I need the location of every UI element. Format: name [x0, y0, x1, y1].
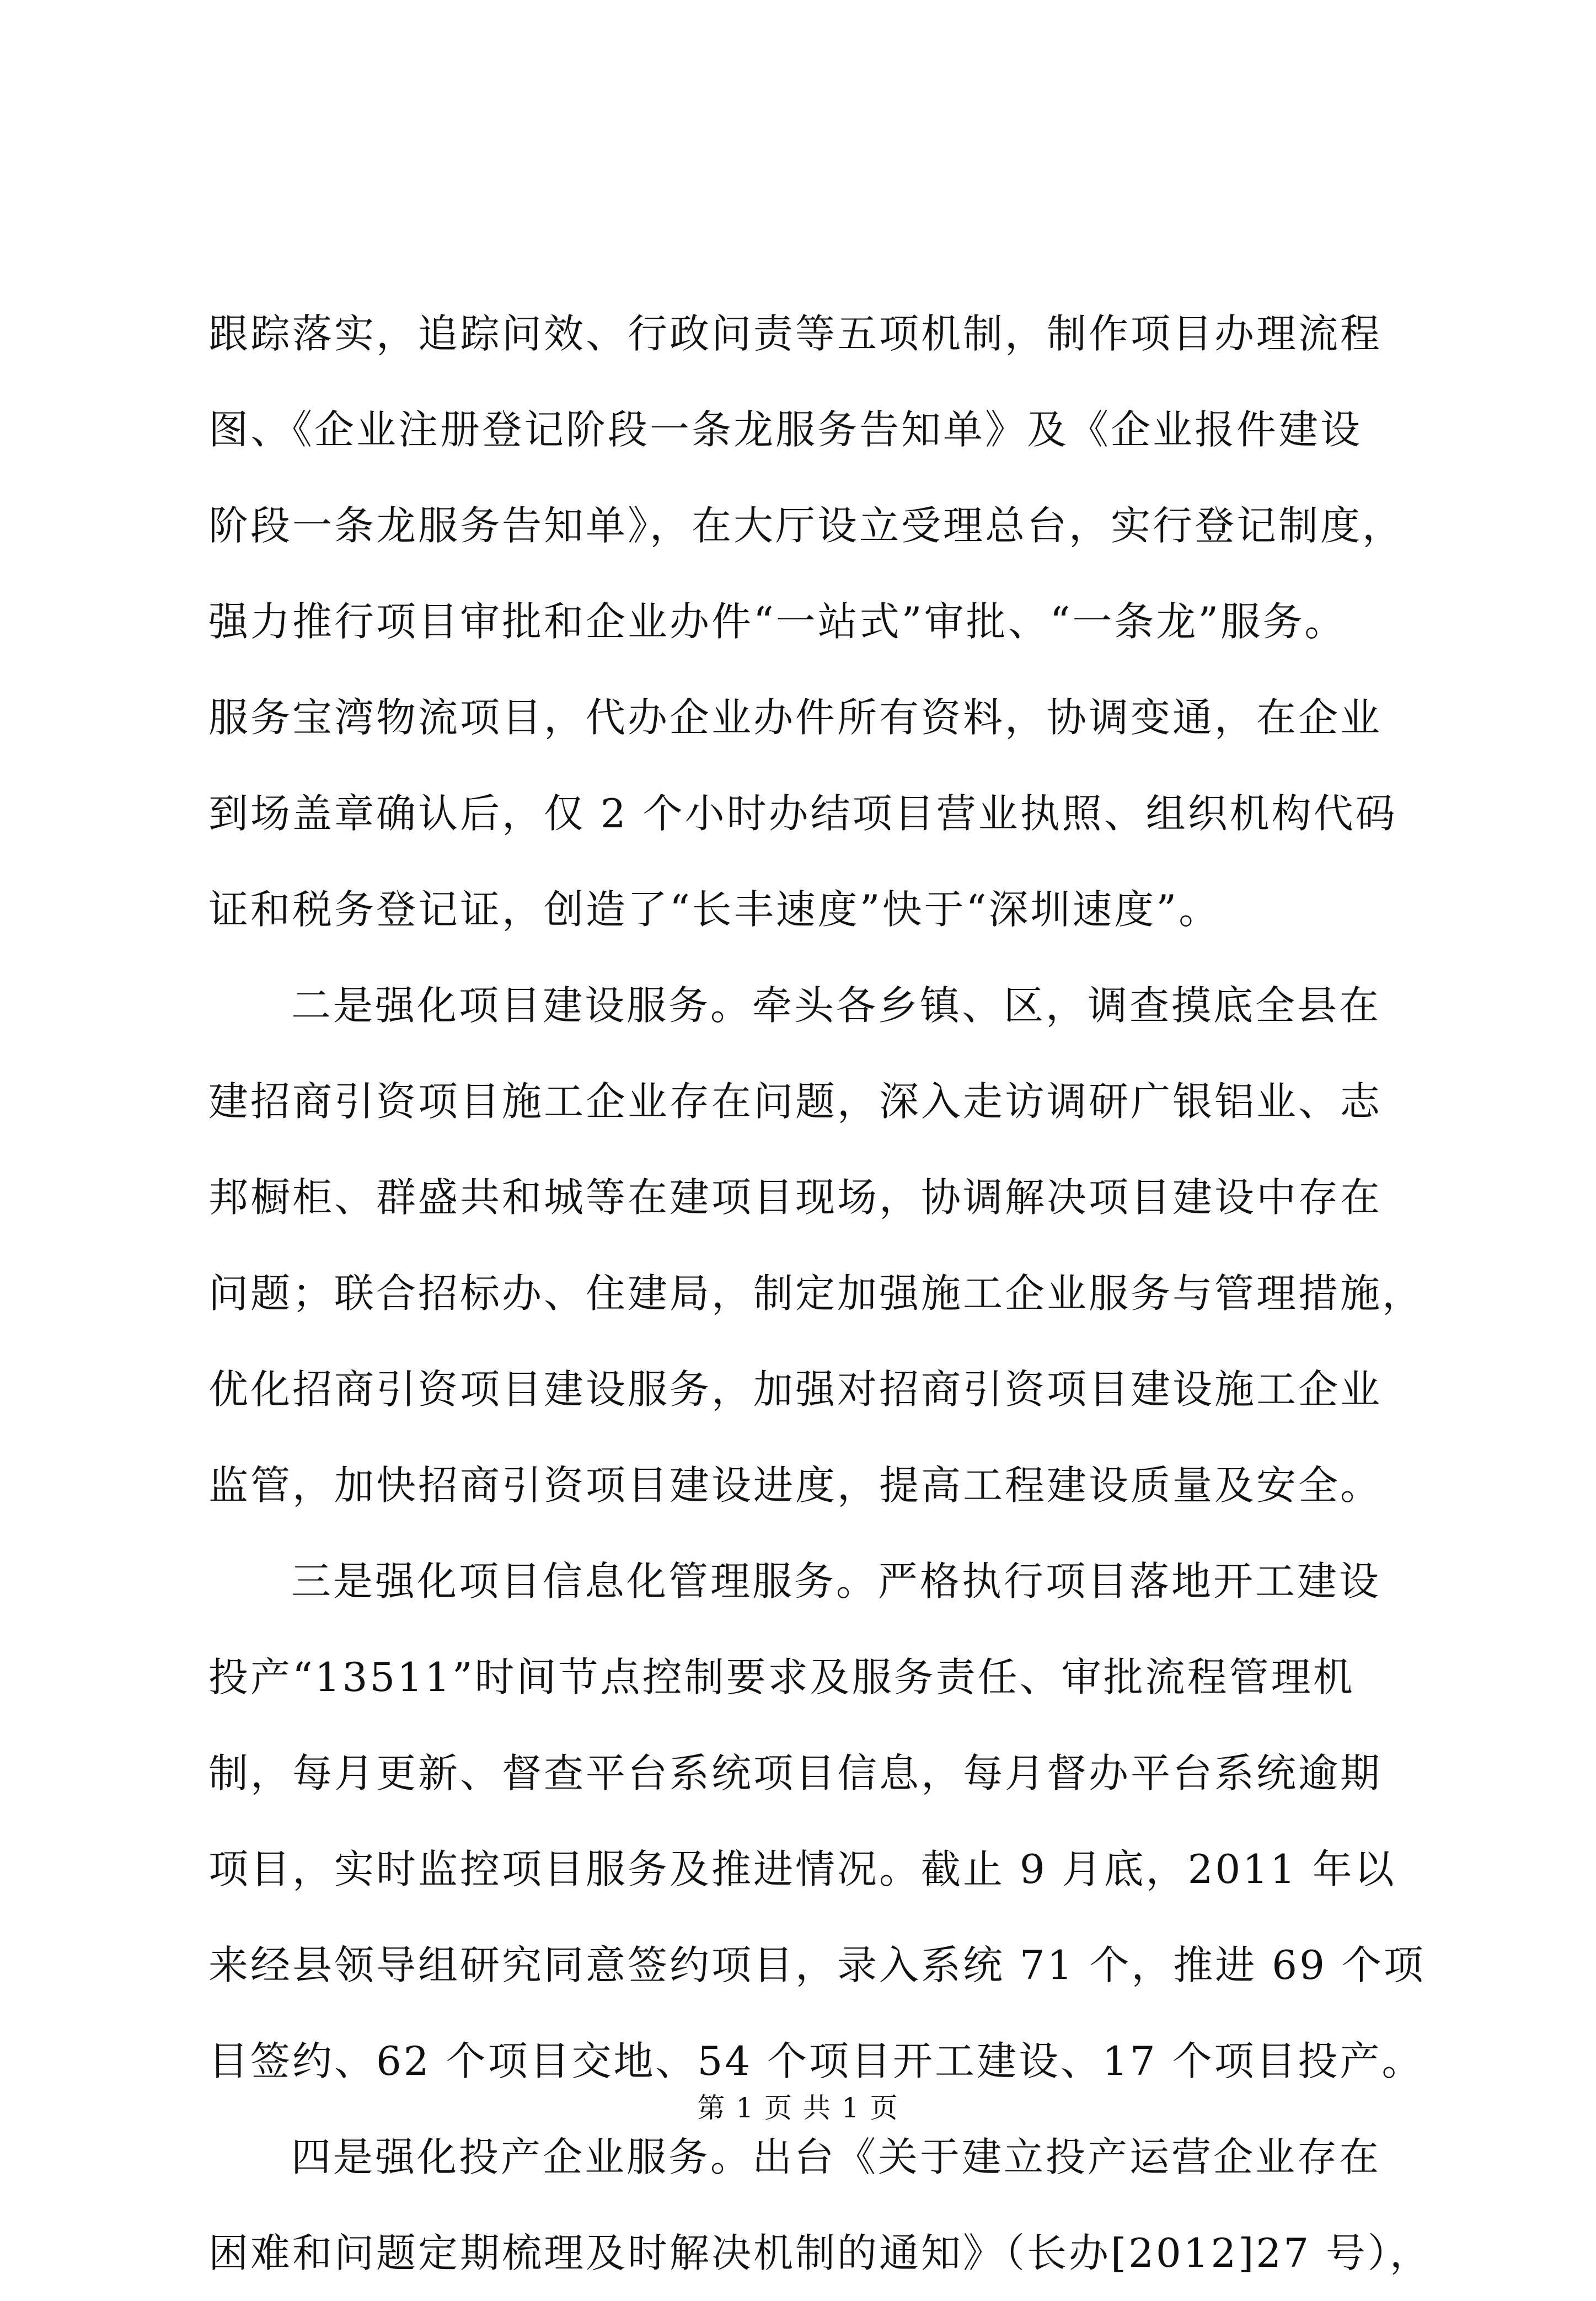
text-line: 监管，加快招商引资项目建设进度，提高工程建设质量及安全。	[208, 1462, 1383, 1508]
text-line: 图、《企业注册登记阶段一条龙服务告知单》及《企业报件建设	[208, 406, 1363, 453]
paragraph-start-line: 四是强化投产企业服务。出台《关于建立投产运营企业存在	[291, 2134, 1381, 2180]
text-line: 建招商引资项目施工企业存在问题，深入走访调研广银铝业、志	[208, 1078, 1383, 1125]
text-line: 邦橱柜、群盛共和城等在建项目现场，协调解决项目建设中存在	[208, 1174, 1383, 1221]
text-line: 优化招商引资项目建设服务，加强对招商引资项目建设施工企业	[208, 1366, 1383, 1412]
paragraph-start-line: 三是强化项目信息化管理服务。严格执行项目落地开工建设	[291, 1558, 1381, 1604]
text-line: 阶段一条龙服务告知单》，在大厅设立受理总台，实行登记制度，	[208, 502, 1405, 549]
text-line: 问题；联合招标办、住建局，制定加强施工企业服务与管理措施，	[208, 1270, 1424, 1317]
body-text	[208, 286, 1432, 2301]
text-line: 来经县领导组研究同意签约项目，录入系统 71 个，推进 69 个项	[208, 1942, 1426, 1988]
page-footer: 第 1 页 共 1 页	[697, 2092, 899, 2124]
text-line: 困难和问题定期梳理及时解决机制的通知》（长办[2012]27 号），	[208, 2230, 1432, 2276]
text-line: 证和税务登记证，创造了“长丰速度”快于“深圳速度”。	[208, 886, 1221, 933]
text-line: 强力推行项目审批和企业办件“一站式”审批、“一条龙”服务。	[208, 598, 1347, 645]
text-line: 制，每月更新、督查平台系统项目信息，每月督办平台系统逾期	[208, 1750, 1383, 1796]
text-line: 到场盖章确认后，仅 2 个小时办结项目营业执照、组织机构代码	[208, 790, 1397, 837]
text-line: 目签约、62 个项目交地、54 个项目开工建设、17 个项目投产。	[208, 2038, 1424, 2084]
paragraph-start-line: 二是强化项目建设服务。牵头各乡镇、区，调查摸底全县在	[291, 982, 1381, 1029]
text-line: 服务宝湾物流项目，代办企业办件所有资料，协调变通，在企业	[208, 694, 1383, 741]
text-line: 项目，实时监控项目服务及推进情况。截止 9 月底，2011 年以	[208, 1846, 1396, 1892]
text-line: 跟踪落实，追踪问效、行政问责等五项机制，制作项目办理流程	[208, 311, 1383, 357]
text-line: 投产“13511”时间节点控制要求及服务责任、审批流程管理机	[208, 1654, 1355, 1700]
